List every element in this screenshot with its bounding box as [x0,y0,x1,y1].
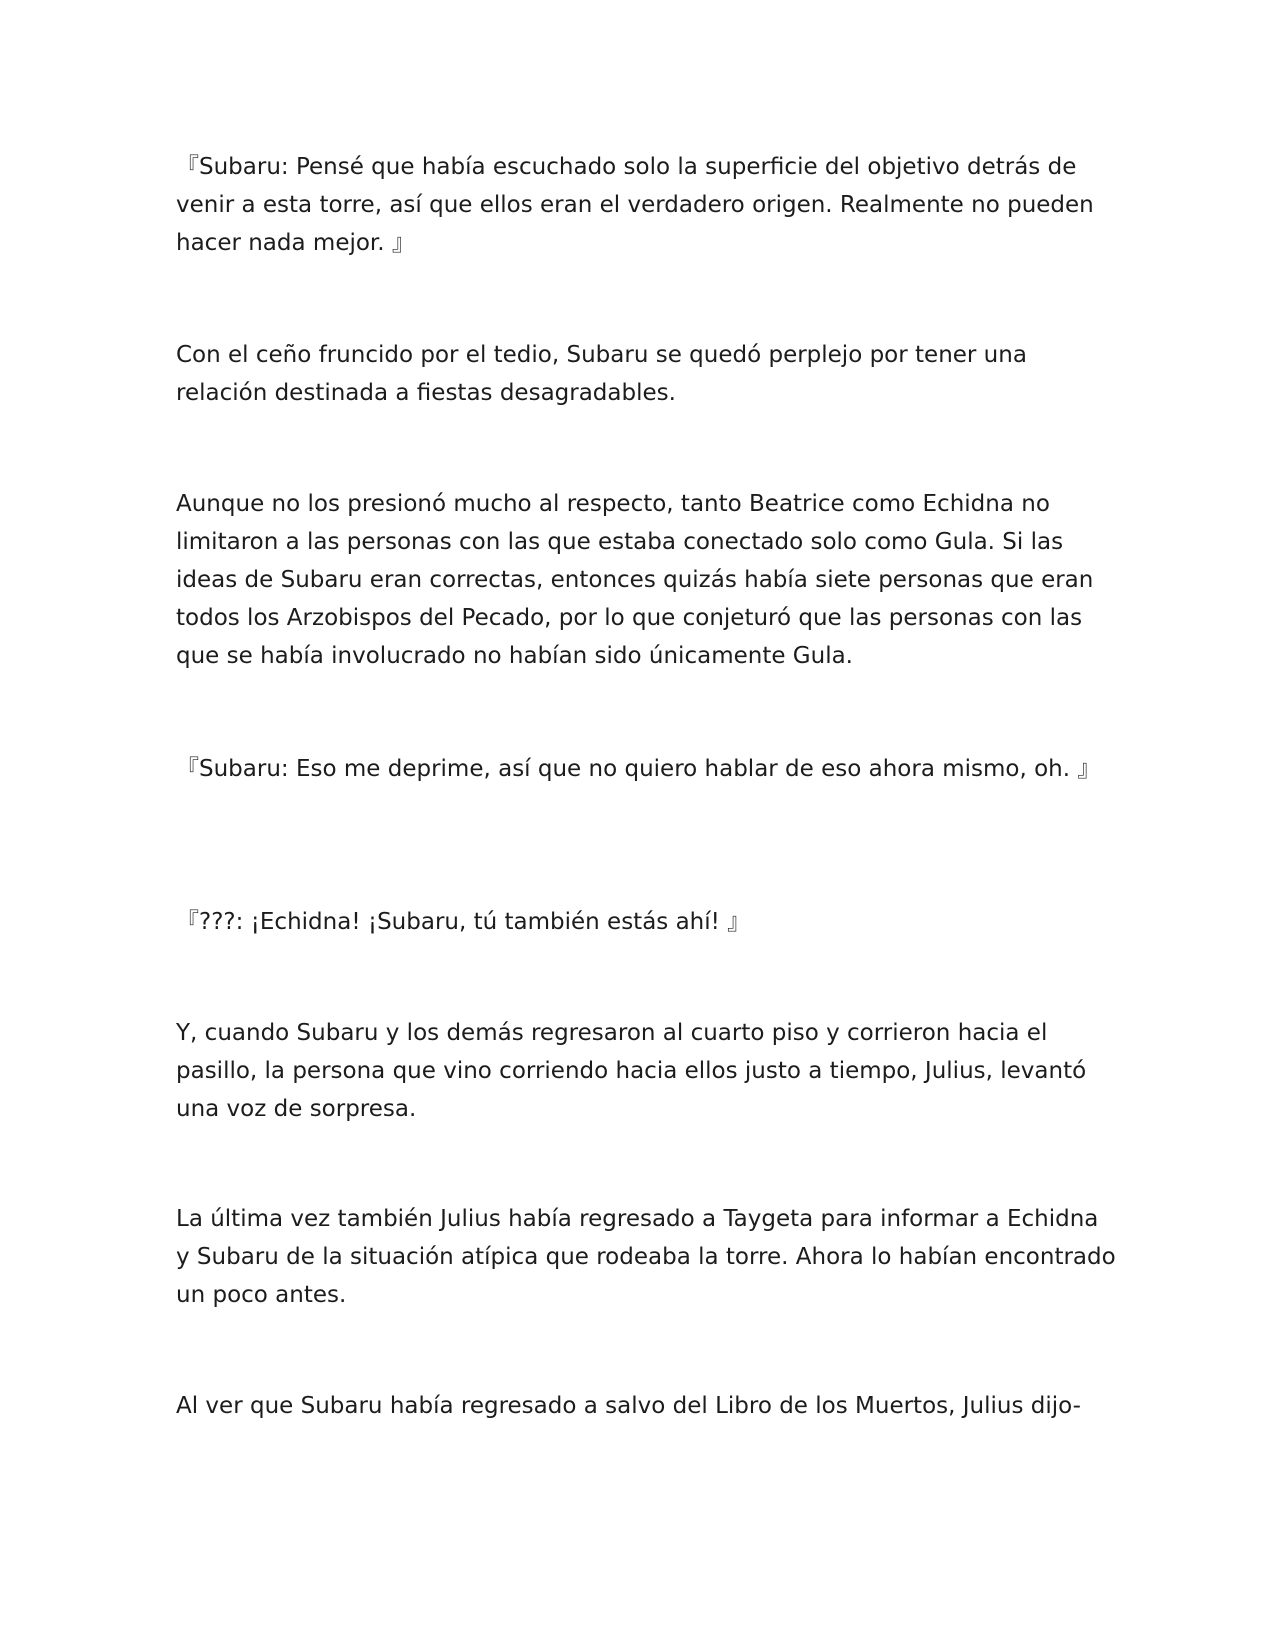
narration-paragraph: Al ver que Subaru había regresado a salvo del Libro de los Muertos, Julius dijo- [176,1393,1081,1419]
narration-paragraph: Y, cuando Subaru y los demás regresaron al cuarto piso y corrieron hacia el pasillo, la persona que vino corriendo hacia ellos justo a tiempo, Julius, levantó una voz de sorpresa. [176,1020,1094,1122]
dialogue-paragraph: 『Subaru: Eso me deprime, así que no quiero hablar de eso ahora mismo, oh. 』 [176,756,1101,782]
narration-paragraph: Con el ceño fruncido por el tedio, Subaru se quedó perplejo por tener una relación destinada a fiestas desagradables. [176,342,1035,406]
dialogue-paragraph: 『???: ¡Echidna! ¡Subaru, tú también estás ahí! 』 [176,909,751,935]
dialogue-paragraph: 『Subaru: Pensé que había escuchado solo la superficie del objetivo detrás de venir a esta torre, así que ellos eran el verdadero origen. Realmente no pueden hacer nada mejor. 』 [176,154,1102,256]
narration-paragraph: Aunque no los presionó mucho al respecto, tanto Beatrice como Echidna no limitaron a las personas con las que estaba conectado solo como Gula. Si las ideas de Subaru eran correctas, entonces quizás había siete personas que eran todos los Arzobispos del Pecado, por lo que conjeturó que las personas con las que se había involucrado no habían sido únicamente Gula. [176,491,1101,669]
narration-paragraph: La última vez también Julius había regresado a Taygeta para informar a Echidna y Subaru de la situación atípica que rodeaba la torre. Ahora lo habían encontrado un poco antes. [176,1206,1123,1308]
